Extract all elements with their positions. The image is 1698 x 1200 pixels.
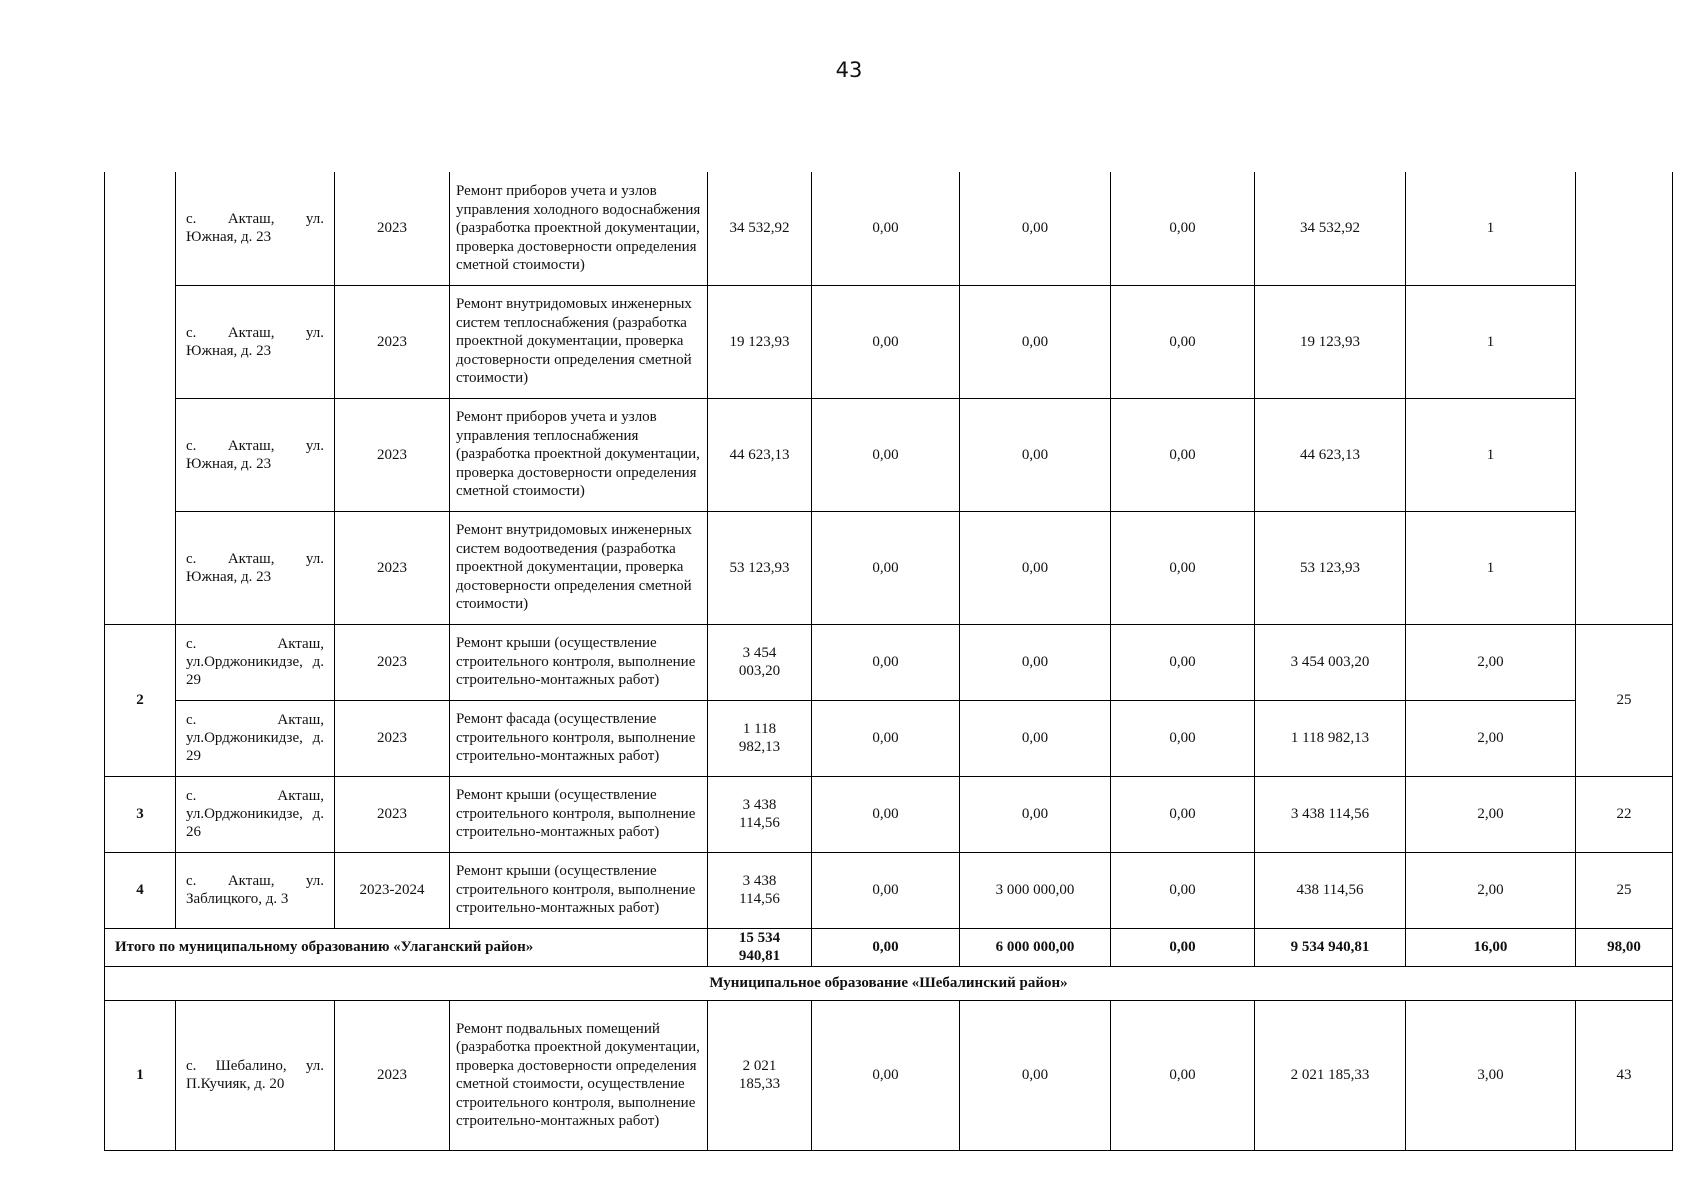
- budget-cell: 0,00: [960, 285, 1111, 398]
- owners-funds-cell: 3 438 114,56: [1255, 776, 1406, 852]
- total-cost-cell: 19 123,93: [708, 285, 812, 398]
- table-row: [105, 285, 1673, 398]
- section-title: Муниципальное образование «Шебалинский район»: [105, 966, 1673, 1000]
- table-row: [105, 511, 1673, 624]
- address-cell: с. Акташ, ул. Южная, д. 23: [176, 285, 335, 398]
- local-budget-cell: 0,00: [1111, 624, 1255, 700]
- extra-cell: 25: [1576, 624, 1673, 776]
- year-cell: 2023-2024: [335, 852, 450, 928]
- year-cell: 2023: [335, 624, 450, 700]
- count-cell: 2,00: [1406, 852, 1576, 928]
- total-label: Итого по муниципальному образованию «Улаганский район»: [105, 928, 708, 966]
- fund-cell: 0,00: [812, 624, 960, 700]
- work-type-cell: Ремонт внутридомовых инженерных систем водоотведения (разработка проектной документации, проверка достоверности определения сметной стоимости): [450, 511, 708, 624]
- owners-funds-cell: 1 118 982,13: [1255, 700, 1406, 776]
- total-cost-cell: 44 623,13: [708, 398, 812, 511]
- work-type-cell: Ремонт фасада (осуществление строительного контроля, выполнение строительно-монтажных работ): [450, 700, 708, 776]
- table-row: [105, 1000, 1673, 1150]
- count-cell: 2,00: [1406, 776, 1576, 852]
- count-cell: 1: [1406, 172, 1576, 285]
- extra-cell: 98,00: [1576, 928, 1673, 966]
- owners-funds-cell: 34 532,92: [1255, 172, 1406, 285]
- owners-funds-cell: 53 123,93: [1255, 511, 1406, 624]
- budget-cell: 0,00: [960, 700, 1111, 776]
- extra-cell: [1576, 172, 1673, 624]
- fund-cell: 0,00: [812, 511, 960, 624]
- table-row: [105, 852, 1673, 928]
- local-budget-cell: 0,00: [1111, 776, 1255, 852]
- address-cell: с. Акташ, ул. Южная, д. 23: [176, 398, 335, 511]
- address-cell: с. Акташ, ул. Южная, д. 23: [176, 511, 335, 624]
- fund-cell: 0,00: [812, 852, 960, 928]
- year-cell: 2023: [335, 172, 450, 285]
- section-header-row: [105, 966, 1673, 1000]
- work-type-cell: Ремонт крыши (осуществление строительного контроля, выполнение строительно-монтажных работ): [450, 776, 708, 852]
- year-cell: 2023: [335, 776, 450, 852]
- item-number-cell: 4: [105, 852, 176, 928]
- owners-funds-cell: 2 021 185,33: [1255, 1000, 1406, 1150]
- table-row: [105, 776, 1673, 852]
- budget-cell: 6 000 000,00: [960, 928, 1111, 966]
- address-cell: с. Акташ, ул. Заблицкого, д. 3: [176, 852, 335, 928]
- extra-cell: 43: [1576, 1000, 1673, 1150]
- address-cell: с. Шебалино, ул. П.Кучияк, д. 20: [176, 1000, 335, 1150]
- fund-cell: 0,00: [812, 1000, 960, 1150]
- total-cost-cell: 53 123,93: [708, 511, 812, 624]
- extra-cell: 22: [1576, 776, 1673, 852]
- address-cell: с. Акташ, ул.Орджоникидзе, д. 26: [176, 776, 335, 852]
- work-type-cell: Ремонт крыши (осуществление строительного контроля, выполнение строительно-монтажных работ): [450, 852, 708, 928]
- budget-cell: 0,00: [960, 398, 1111, 511]
- local-budget-cell: 0,00: [1111, 285, 1255, 398]
- table-row: [105, 700, 1673, 776]
- local-budget-cell: 0,00: [1111, 700, 1255, 776]
- owners-funds-cell: 19 123,93: [1255, 285, 1406, 398]
- local-budget-cell: 0,00: [1111, 1000, 1255, 1150]
- item-number-cell: 1: [105, 1000, 176, 1150]
- item-number-cell: 2: [105, 624, 176, 776]
- owners-funds-cell: 9 534 940,81: [1255, 928, 1406, 966]
- work-type-cell: Ремонт подвальных помещений (разработка проектной документации, проверка достоверности определения сметной стоимости, осуществление строительного контроля, выполнение строительно-монтажных работ): [450, 1000, 708, 1150]
- item-number-cell: 3: [105, 776, 176, 852]
- count-cell: 1: [1406, 511, 1576, 624]
- year-cell: 2023: [335, 398, 450, 511]
- address-cell: с. Акташ, ул. Южная, д. 23: [176, 172, 335, 285]
- count-cell: 2,00: [1406, 700, 1576, 776]
- total-cost-cell: 15 534 940,81: [708, 928, 812, 966]
- table-row: [105, 172, 1673, 285]
- fund-cell: 0,00: [812, 285, 960, 398]
- budget-cell: 0,00: [960, 511, 1111, 624]
- fund-cell: 0,00: [812, 700, 960, 776]
- total-cost-cell: 2 021 185,33: [708, 1000, 812, 1150]
- address-cell: с. Акташ, ул.Орджоникидзе, д. 29: [176, 700, 335, 776]
- owners-funds-cell: 44 623,13: [1255, 398, 1406, 511]
- budget-cell: 0,00: [960, 776, 1111, 852]
- local-budget-cell: 0,00: [1111, 172, 1255, 285]
- total-cost-cell: 1 118 982,13: [708, 700, 812, 776]
- local-budget-cell: 0,00: [1111, 928, 1255, 966]
- budget-cell: 0,00: [960, 1000, 1111, 1150]
- year-cell: 2023: [335, 511, 450, 624]
- year-cell: 2023: [335, 700, 450, 776]
- local-budget-cell: 0,00: [1111, 398, 1255, 511]
- total-cost-cell: 3 454 003,20: [708, 624, 812, 700]
- work-type-cell: Ремонт приборов учета и узлов управления холодного водоснабжения (разработка проектной документации, проверка достоверности определения сметной стоимости): [450, 172, 708, 285]
- item-number-cell: [105, 172, 176, 624]
- year-cell: 2023: [335, 1000, 450, 1150]
- extra-cell: 25: [1576, 852, 1673, 928]
- total-cost-cell: 34 532,92: [708, 172, 812, 285]
- budget-cell: 0,00: [960, 172, 1111, 285]
- total-cost-cell: 3 438 114,56: [708, 776, 812, 852]
- budget-cell: 0,00: [960, 624, 1111, 700]
- local-budget-cell: 0,00: [1111, 511, 1255, 624]
- count-cell: 16,00: [1406, 928, 1576, 966]
- count-cell: 2,00: [1406, 624, 1576, 700]
- fund-cell: 0,00: [812, 172, 960, 285]
- total-row: [105, 928, 1673, 966]
- work-type-cell: Ремонт внутридомовых инженерных систем теплоснабжения (разработка проектной документации, проверка достоверности определения сметной стоимости): [450, 285, 708, 398]
- table-row: [105, 398, 1673, 511]
- local-budget-cell: 0,00: [1111, 852, 1255, 928]
- owners-funds-cell: 3 454 003,20: [1255, 624, 1406, 700]
- total-cost-cell: 3 438 114,56: [708, 852, 812, 928]
- year-cell: 2023: [335, 285, 450, 398]
- work-type-cell: Ремонт крыши (осуществление строительного контроля, выполнение строительно-монтажных работ): [450, 624, 708, 700]
- address-cell: с. Акташ, ул.Орджоникидзе, д. 29: [176, 624, 335, 700]
- work-type-cell: Ремонт приборов учета и узлов управления теплоснабжения (разработка проектной документации, проверка достоверности определения сметной стоимости): [450, 398, 708, 511]
- owners-funds-cell: 438 114,56: [1255, 852, 1406, 928]
- fund-cell: 0,00: [812, 398, 960, 511]
- page-number: 43: [835, 58, 863, 82]
- budget-cell: 3 000 000,00: [960, 852, 1111, 928]
- repair-program-table: [104, 172, 1673, 1151]
- fund-cell: 0,00: [812, 928, 960, 966]
- fund-cell: 0,00: [812, 776, 960, 852]
- count-cell: 1: [1406, 285, 1576, 398]
- table-row: [105, 624, 1673, 700]
- count-cell: 1: [1406, 398, 1576, 511]
- count-cell: 3,00: [1406, 1000, 1576, 1150]
